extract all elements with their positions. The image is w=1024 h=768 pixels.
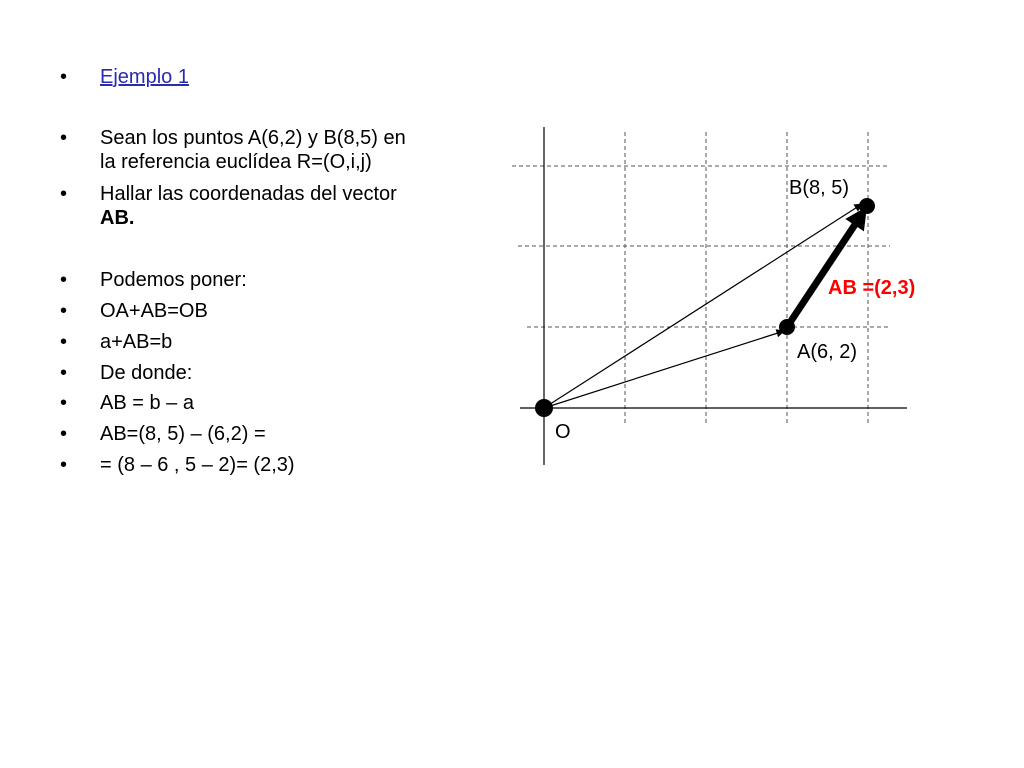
step-text: OA+AB=OB xyxy=(100,300,208,322)
point-B xyxy=(859,198,875,214)
statement-line-1: Sean los puntos A(6,2) y B(8,5) en xyxy=(100,127,406,149)
vector-OA xyxy=(544,331,784,408)
step-text: = (8 – 6 , 5 – 2)= (2,3) xyxy=(100,454,295,476)
label-point-A: A(6, 2) xyxy=(797,341,858,363)
example-title-link[interactable]: Ejemplo 1 xyxy=(100,66,189,88)
vector-OB xyxy=(544,204,862,408)
step-text: De donde: xyxy=(100,362,193,384)
task-line-2: AB. xyxy=(100,207,135,229)
step-text: a+AB=b xyxy=(100,331,173,353)
step-text: AB=(8, 5) – (6,2) = xyxy=(100,423,266,445)
bullet-dot: • xyxy=(60,392,68,414)
bullet-dot: • xyxy=(60,331,68,353)
bullet-dot: • xyxy=(60,362,68,384)
bullet-dot: • xyxy=(60,269,68,291)
task-line-1: Hallar las coordenadas del vector xyxy=(100,183,397,205)
bullet-dot: • xyxy=(60,454,68,476)
bullet-dot: • xyxy=(60,423,68,445)
step-text: Podemos poner: xyxy=(100,269,247,291)
step-text: AB = b – a xyxy=(100,392,194,414)
vector-AB xyxy=(787,214,862,327)
vector-AB-label: AB =(2,3) xyxy=(828,277,916,299)
bullet-dot: • xyxy=(60,300,68,322)
point-A xyxy=(779,319,795,335)
label-point-B: B(8, 5) xyxy=(789,177,850,199)
bullet-dot: • xyxy=(60,127,68,149)
bullet-dot: • xyxy=(60,66,68,88)
bullet-dot: • xyxy=(60,183,68,205)
point-O xyxy=(535,399,553,417)
label-point-O: O xyxy=(555,421,571,443)
statement-line-2: la referencia euclídea R=(O,i,j) xyxy=(100,151,372,173)
